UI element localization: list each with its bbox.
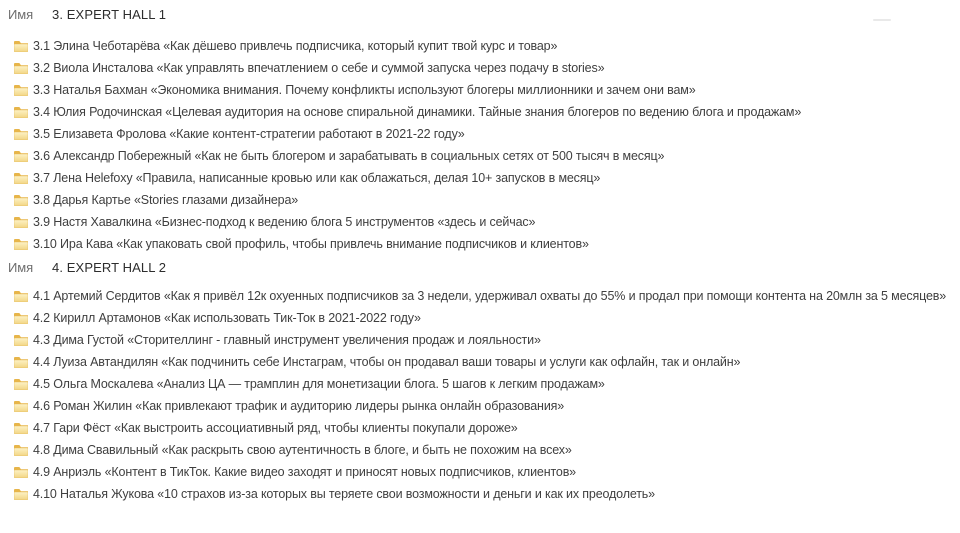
group-header (0, 7, 960, 23)
list-item[interactable] (0, 211, 960, 233)
list-item[interactable] (0, 167, 960, 189)
list-item[interactable] (0, 145, 960, 167)
group-title[interactable]: 4. EXPERT HALL 2 (52, 260, 167, 275)
folder-icon (14, 63, 28, 74)
list-item[interactable] (0, 483, 960, 505)
list-item[interactable] (0, 307, 960, 329)
item-label: 3.9 Настя Хавалкина «Бизнес-подход к ведению блога 5 инструментов «здесь и сейчас» (33, 215, 536, 229)
list-item[interactable] (0, 285, 960, 307)
list-item[interactable] (0, 233, 960, 255)
folder-icon (14, 357, 28, 368)
list-item[interactable] (0, 461, 960, 483)
list-item[interactable] (0, 79, 960, 101)
folder-icon (14, 379, 28, 390)
item-label: 4.7 Гари Фёст «Как выстроить ассоциативный ряд, чтобы клиенты покупали дороже» (33, 421, 518, 435)
folder-icon (14, 489, 28, 500)
item-label: 4.5 Ольга Москалева «Анализ ЦА — трамплин для монетизации блога. 5 шагов к легким продажам» (33, 377, 605, 391)
item-label: 3.10 Ира Кава «Как упаковать свой профиль, чтобы привлечь внимание подписчиков и клиентов» (33, 237, 589, 251)
list-item[interactable] (0, 57, 960, 79)
item-label: 4.2 Кирилл Артамонов «Как использовать Тик-Ток в 2021-2022 году» (33, 311, 421, 325)
list-item[interactable] (0, 329, 960, 351)
group-header (0, 260, 960, 276)
column-header-name[interactable]: Имя (8, 7, 34, 22)
list-item[interactable] (0, 373, 960, 395)
item-label: 4.3 Дима Густой «Сторителлинг - главный инструмент увеличения продаж и лояльности» (33, 333, 541, 347)
folder-icon (14, 107, 28, 118)
item-label: 3.5 Елизавета Фролова «Какие контент-стратегии работают в 2021-22 году» (33, 127, 465, 141)
column-header-name[interactable]: Имя (8, 260, 34, 275)
item-label: 3.1 Элина Чеботарёва «Как дёшево привлечь подписчика, который купит твой курс и товар» (33, 39, 558, 53)
folder-icon (14, 195, 28, 206)
item-label: 4.6 Роман Жилин «Как привлекают трафик и аудиторию лидеры рынка онлайн образования» (33, 399, 565, 413)
item-label: 3.6 Александр Побережный «Как не быть блогером и зарабатывать в социальных сетях от 500 тысяч в месяц» (33, 149, 665, 163)
folder-icon (14, 173, 28, 184)
list-item[interactable] (0, 123, 960, 145)
list-item[interactable] (0, 439, 960, 461)
folder-icon (14, 423, 28, 434)
folder-list (0, 285, 960, 505)
folder-list (0, 35, 960, 255)
folder-icon (14, 467, 28, 478)
folder-icon (14, 151, 28, 162)
list-item[interactable] (0, 101, 960, 123)
item-label: 4.4 Луиза Автандилян «Как подчинить себе Инстаграм, чтобы он продавал ваши товары и услуги как офлайн, так и онлайн» (33, 355, 741, 369)
list-item[interactable] (0, 189, 960, 211)
item-label: 3.7 Лена Helefoxy «Правила, написанные кровью или как облажаться, делая 10+ запусков в месяц» (33, 171, 601, 185)
faint-divider (873, 19, 891, 21)
item-label: 3.3 Наталья Бахман «Экономика внимания. Почему конфликты используют блогеры миллионники и зачем они вам» (33, 83, 696, 97)
item-label: 4.1 Артемий Сердитов «Как я привёл 12к охуенных подписчиков за 3 недели, удерживал охваты до 55% и продал при помощи контента на 20млн за 5 месяцев» (33, 289, 947, 303)
folder-icon (14, 41, 28, 52)
folder-icon (14, 313, 28, 324)
folder-icon (14, 239, 28, 250)
group-title[interactable]: 3. EXPERT HALL 1 (52, 7, 167, 22)
item-label: 3.2 Виола Инсталова «Как управлять впечатлением о себе и суммой запуска через подачу в stories» (33, 61, 605, 75)
section-expert-hall-2 (0, 260, 960, 505)
folder-icon (14, 291, 28, 302)
list-item[interactable] (0, 35, 960, 57)
folder-icon (14, 335, 28, 346)
item-label: 4.8 Дима Свавильный «Как раскрыть свою аутентичность в блоге, и быть не похожим на всех» (33, 443, 572, 457)
item-label: 3.4 Юлия Родочинская «Целевая аудитория на основе спиральной динамики. Тайные знания блогеров по ведению блога и продажам» (33, 105, 802, 119)
item-label: 4.9 Анриэль «Контент в ТикТок. Какие видео заходят и приносят новых подписчиков, клиентов» (33, 465, 576, 479)
folder-icon (14, 217, 28, 228)
folder-icon (14, 129, 28, 140)
folder-icon (14, 85, 28, 96)
folder-icon (14, 445, 28, 456)
section-expert-hall-1 (0, 7, 960, 255)
list-item[interactable] (0, 395, 960, 417)
list-item[interactable] (0, 417, 960, 439)
folder-icon (14, 401, 28, 412)
item-label: 3.8 Дарья Картье «Stories глазами дизайнера» (33, 193, 299, 207)
list-item[interactable] (0, 351, 960, 373)
item-label: 4.10 Наталья Жукова «10 страхов из-за которых вы теряете свои возможности и деньги и как их преодолеть» (33, 487, 655, 501)
